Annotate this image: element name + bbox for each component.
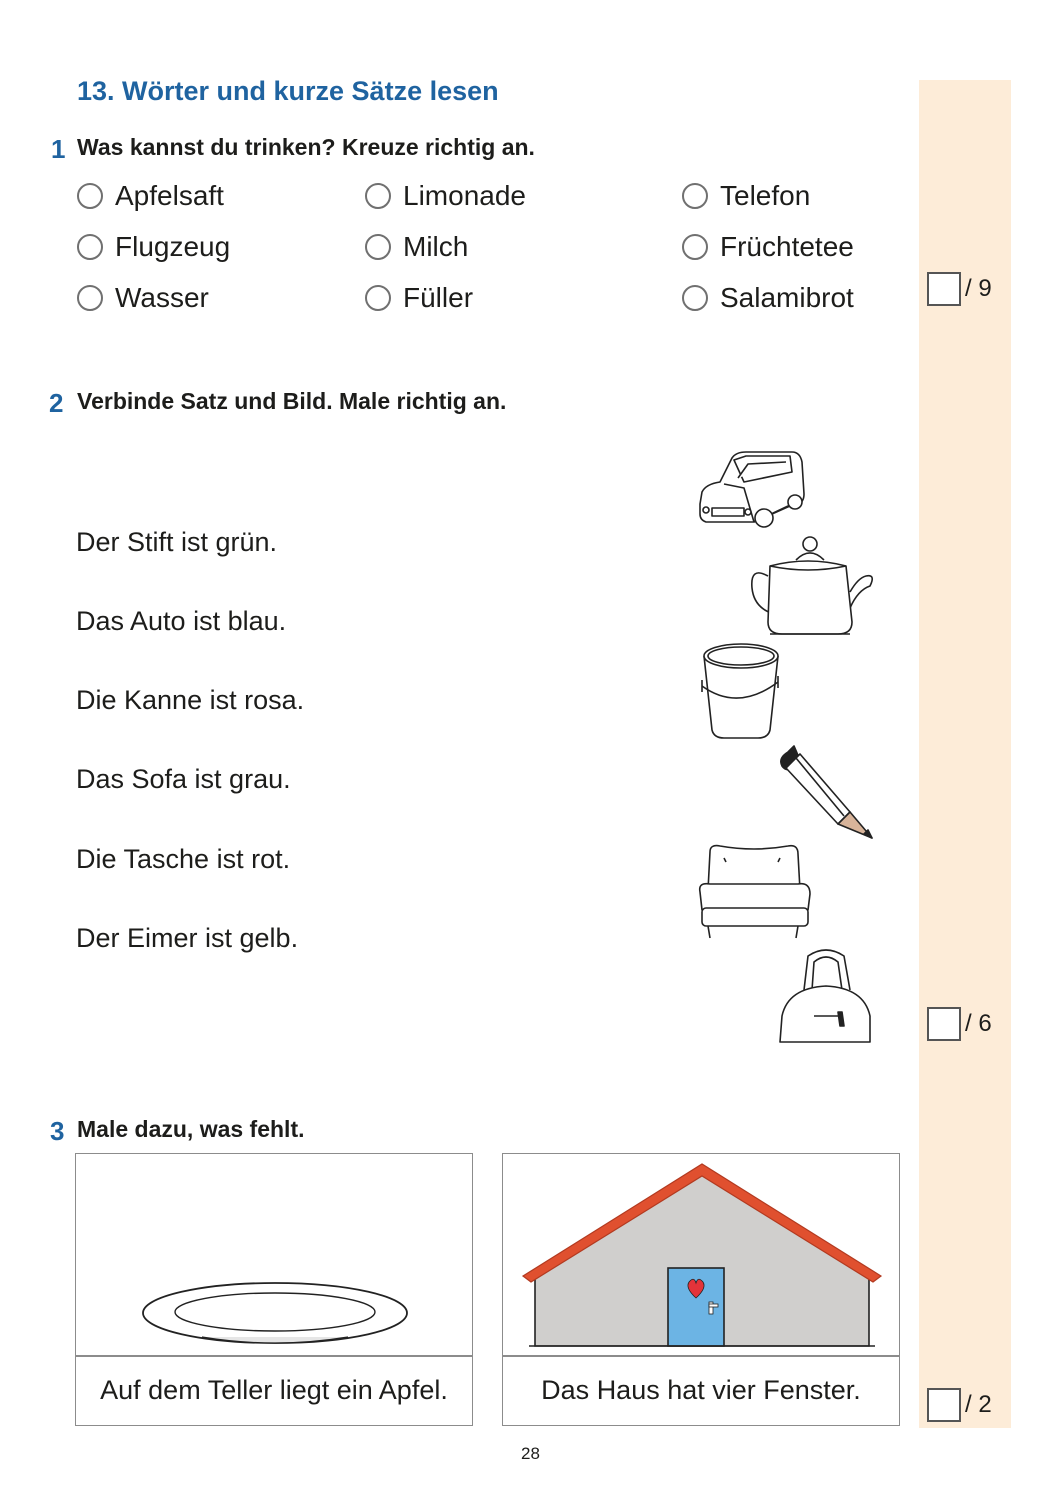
score-total: / 9 bbox=[965, 275, 992, 302]
page-number: 28 bbox=[521, 1444, 540, 1463]
option-label: Flugzeug bbox=[115, 231, 231, 262]
task2-score bbox=[927, 1007, 992, 1041]
option-wasser[interactable] bbox=[77, 282, 209, 314]
option-label: Früchtetee bbox=[720, 231, 854, 262]
pencil-icon[interactable] bbox=[774, 738, 878, 844]
teapot-icon[interactable] bbox=[746, 534, 878, 640]
option-label: Wasser bbox=[115, 282, 209, 313]
task3-score bbox=[927, 1388, 992, 1422]
radio-circle-icon[interactable] bbox=[77, 183, 103, 209]
radio-circle-icon[interactable] bbox=[682, 234, 708, 260]
plate-drawing-panel[interactable] bbox=[75, 1153, 473, 1357]
bucket-icon[interactable] bbox=[694, 640, 786, 740]
radio-circle-icon[interactable] bbox=[682, 285, 708, 311]
option-milch[interactable] bbox=[365, 231, 468, 263]
score-total: / 6 bbox=[965, 1010, 992, 1037]
task1-number: 1 bbox=[51, 134, 66, 164]
radio-circle-icon[interactable] bbox=[365, 183, 391, 209]
house-caption: Das Haus hat vier Fenster. bbox=[502, 1355, 900, 1426]
task3-number: 3 bbox=[50, 1116, 65, 1146]
option-telefon[interactable] bbox=[682, 180, 810, 212]
task1-question: Was kannst du trinken? Kreuze richtig an. bbox=[77, 134, 535, 160]
score-box[interactable] bbox=[927, 1007, 961, 1041]
task2-question: Verbinde Satz und Bild. Male richtig an. bbox=[77, 388, 507, 414]
sentence-5: Die Tasche ist rot. bbox=[76, 844, 291, 874]
sentence-1: Der Stift ist grün. bbox=[76, 527, 278, 557]
house-drawing-panel[interactable] bbox=[502, 1153, 900, 1357]
sentence-3: Die Kanne ist rosa. bbox=[76, 685, 305, 715]
score-total: / 2 bbox=[965, 1391, 992, 1418]
house-icon bbox=[519, 1160, 885, 1356]
option-limonade[interactable] bbox=[365, 180, 526, 212]
sentence-4: Das Sofa ist grau. bbox=[76, 764, 291, 794]
option-salamibrot[interactable] bbox=[682, 282, 854, 314]
sentence-6: Der Eimer ist gelb. bbox=[76, 923, 299, 953]
radio-circle-icon[interactable] bbox=[365, 234, 391, 260]
option-fruechtetee[interactable] bbox=[682, 231, 854, 263]
plate-icon bbox=[140, 1279, 410, 1349]
task3-question: Male dazu, was fehlt. bbox=[77, 1116, 305, 1142]
option-fueller[interactable] bbox=[365, 282, 473, 314]
handbag-icon[interactable] bbox=[774, 942, 878, 1046]
option-label: Füller bbox=[403, 282, 474, 313]
option-label: Telefon bbox=[720, 180, 811, 211]
task2-number: 2 bbox=[49, 388, 64, 418]
radio-circle-icon[interactable] bbox=[77, 285, 103, 311]
page-title: 13. Wörter und kurze Sätze lesen bbox=[77, 76, 499, 106]
option-flugzeug[interactable] bbox=[77, 231, 230, 263]
option-apfelsaft[interactable] bbox=[77, 180, 224, 212]
sentence-2: Das Auto ist blau. bbox=[76, 606, 287, 636]
radio-circle-icon[interactable] bbox=[682, 183, 708, 209]
plate-caption: Auf dem Teller liegt ein Apfel. bbox=[75, 1355, 473, 1426]
sofa-icon[interactable] bbox=[694, 840, 814, 940]
option-label: Limonade bbox=[403, 180, 526, 211]
radio-circle-icon[interactable] bbox=[365, 285, 391, 311]
option-label: Salamibrot bbox=[720, 282, 854, 313]
radio-circle-icon[interactable] bbox=[77, 234, 103, 260]
task1-score bbox=[927, 272, 992, 306]
option-label: Milch bbox=[403, 231, 469, 262]
score-box[interactable] bbox=[927, 272, 961, 306]
option-label: Apfelsaft bbox=[115, 180, 224, 211]
score-box[interactable] bbox=[927, 1388, 961, 1422]
car-icon[interactable] bbox=[694, 444, 808, 532]
